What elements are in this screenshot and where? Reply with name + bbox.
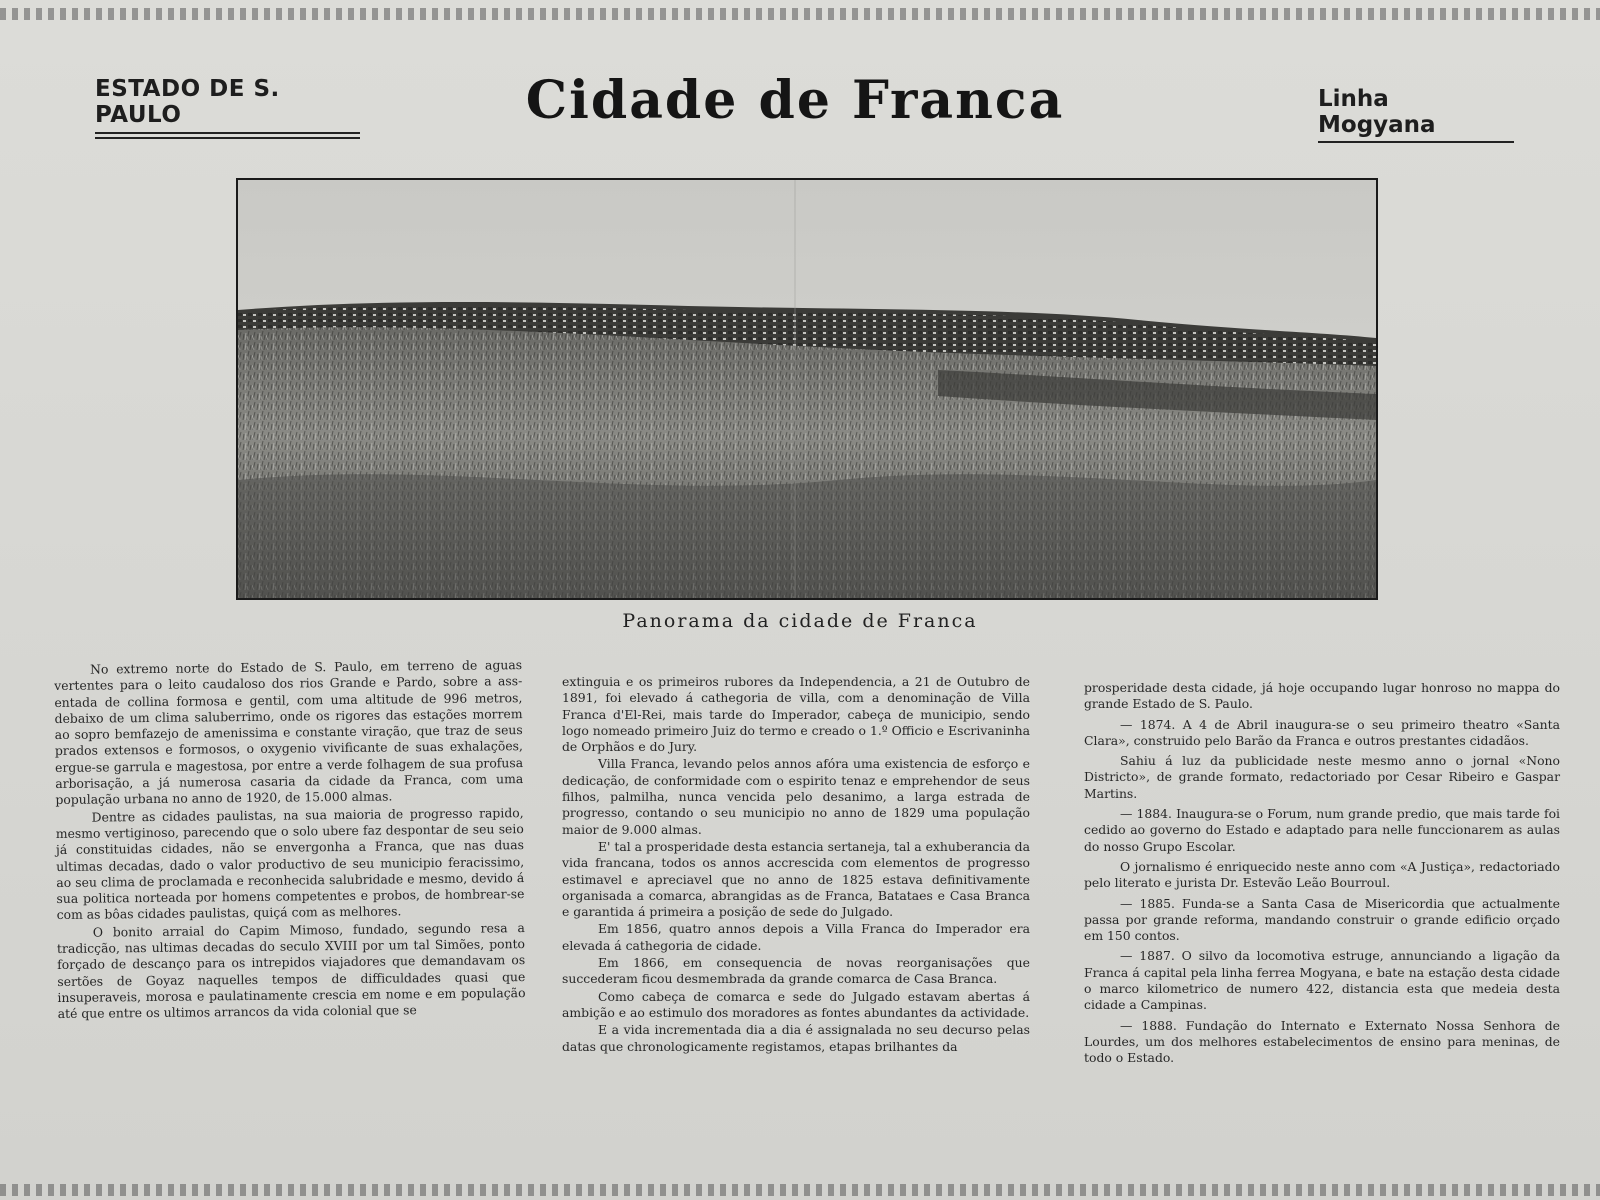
- paragraph: — 1887. O silvo da locomotiva estruge, annunciando a ligação da Franca á capital pela linha ferrea Mogyana, e bate na estação desta cidade o marco kilometrico de numero 422, distancia esta que medeia desta cidade a Campinas.: [1084, 948, 1560, 1013]
- paragraph: — 1885. Funda-se a Santa Casa de Misericordia que actualmente passa por grande reforma, mandando construir o grande edificio orçado em 150 contos.: [1084, 895, 1560, 944]
- paragraph: O jornalismo é enriquecido neste anno com «A Justiça», redactoriado pelo literato e jurista Dr. Estevão Leão Bourroul.: [1084, 858, 1560, 891]
- paragraph: E' tal a prosperidade desta estancia sertaneja, tal a exhuberancia da vida francana, todos os annos accrescida com elementos de progresso estimavel e apreciavel que no anno de 1825 estava definitivamente organisada a comarca, abrangidas as de Franca, Batataes e Casa Branca e garantida á primeira a posição de sede do Julgado.: [562, 838, 1030, 920]
- paragraph: extinguia e os primeiros rubores da Independencia, a 21 de Outubro de 1891, foi elevado á cathegoria de villa, com a denominação de Villa Franca d'El-Rei, mais tarde do Imperador, cabeça de municipio, sendo logo nomeado primeiro Juiz do termo e creado o 1.º Officio e Escrivaninha de Orphãos e do Jury.: [562, 674, 1030, 755]
- header-state-label: ESTADO DE S. PAULO: [95, 76, 360, 134]
- photo-caption: Panorama da cidade de Franca: [622, 610, 978, 632]
- paragraph: Em 1866, em consequencia de novas reorganisações que succederam ficou desmembrada da grande comarca de Casa Branca.: [562, 955, 1030, 987]
- paragraph: Dentre as cidades paulistas, na sua maioria de progresso rapido, mesmo vertiginoso, parecendo que o solo ubere faz despontar de seu seio já constituidas cidades, não se envergonha a Franca, que nas duas ultimas decadas, dado o valor productivo de seu municipio feracissimo, ao seu clima de proclamada e reconhecida salubridade e mesmo, devido á sua politica norteada por homens competentes e probos, de hombrear-se com as bôas cidades paulistas, quiçá com as melhores.: [55, 804, 525, 923]
- paragraph: — 1888. Fundação do Internato e Externato Nossa Senhora de Lourdes, um dos melhores estabelecimentos de ensino para meninas, de todo o Estado.: [1084, 1017, 1560, 1066]
- perforation-top: [0, 8, 1600, 20]
- paragraph: Villa Franca, levando pelos annos afóra uma existencia de esforço e dedicação, de conformidade com o espirito tenaz e emprehendor de seus filhos, palmilha, nunca vencida pelo desanimo, a larga estrada de progresso, contando o seu municipio no anno de 1829 uma população maior de 9.000 almas.: [562, 756, 1030, 837]
- paragraph: Em 1856, quatro annos depois a Villa Franca do Imperador era elevada á cathegoria de cidade.: [562, 921, 1030, 953]
- page-title: Cidade de Franca: [525, 70, 1065, 131]
- header-railway-label: Linha Mogyana: [1318, 86, 1514, 143]
- perforation-bottom: [0, 1184, 1600, 1196]
- paragraph: O bonito arraial do Capim Mimoso, fundado, segundo resa a tradicção, nas ultimas decadas do seculo XVIII por um tal Simões, ponto forçado de descanço para os intrepidos viajadores que demandavam os sertões de Goyaz naquelles tempos de difficuldades quasi que insuperaveis, morosa e paulatinamente crescia em nome e em população até que entre os ultimos arrancos da vida colonial que se: [56, 919, 526, 1022]
- paragraph: — 1874. A 4 de Abril inaugura-se o seu primeiro theatro «Santa Clara», construido pelo Barão da Franca e outros prestantes cidadãos.: [1084, 716, 1560, 748]
- panorama-photo: [236, 178, 1378, 600]
- bleed-through-title: [540, 30, 1100, 70]
- paragraph: No extremo norte do Estado de S. Paulo, em terreno de aguas vertentes para o leito caudaloso dos rios Grande e Pardo, sobre a assentada de collina formosa e gentil, com uma altitude de 996 metros, debaixo de um clima saluberrimo, onde os rigores das estações morrem ao sopro bemfazejo de amenissima e constante viração, que traz de seus prados extensos e formosos, o oxygenio vivificante de suas exhalações, ergue-se garrula e magestosa, por entre a verde folhagem de sua profusa arborisação, a já numerosa casaria da cidade da Franca, com uma população urbana no anno de 1920, de 15.000 almas.: [54, 657, 524, 808]
- paragraph: — 1884. Inaugura-se o Forum, num grande predio, que mais tarde foi cedido ao governo do Estado e adaptado para nelle funccionarem as aulas do nosso Grupo Escolar.: [1084, 806, 1560, 854]
- paragraph: prosperidade desta cidade, já hoje occupando lugar honroso no mappa do grande Estado de S. Paulo.: [1084, 680, 1560, 712]
- paragraph: E a vida incrementada dia a dia é assignalada no seu decurso pelas datas que chronologicamente registamos, etapas brilhantes da: [562, 1022, 1030, 1054]
- article-column-1: [54, 657, 526, 1023]
- panorama-photo-icon: [238, 180, 1376, 598]
- article-column-2: [562, 674, 1030, 1056]
- paragraph: Sahiu á luz da publicidade neste mesmo anno o jornal «Nono Districto», de grande formato, redactoriado por Cesar Ribeiro e Gaspar Martins.: [1084, 753, 1560, 801]
- paragraph: Como cabeça de comarca e sede do Julgado estavam abertas á ambição e ao estimulo dos moradores as fontes abundantes da actividade.: [562, 988, 1030, 1020]
- article-column-3: [1084, 680, 1560, 1071]
